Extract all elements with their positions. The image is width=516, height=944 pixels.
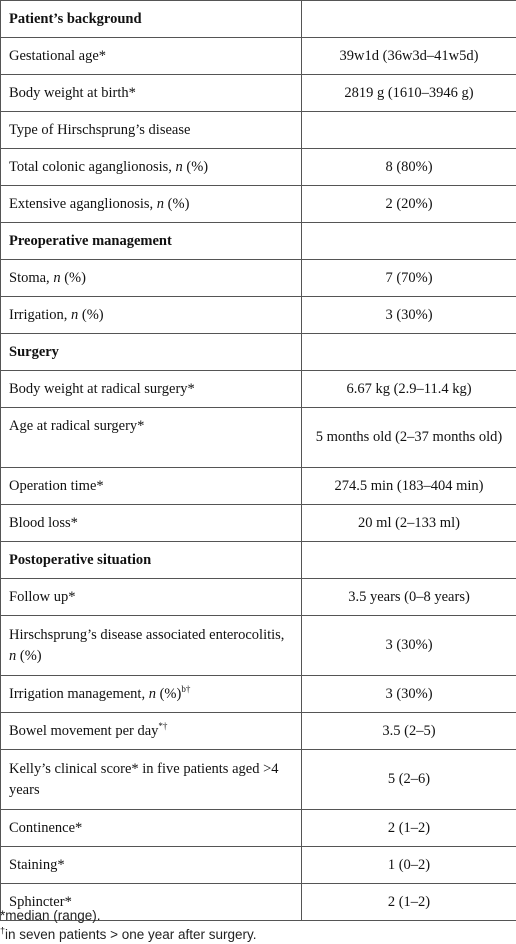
table-row: [1, 616, 516, 676]
table-row: [1, 750, 516, 810]
row-value: [302, 112, 516, 149]
table-row: [1, 297, 516, 334]
table-row: [1, 579, 516, 616]
row-value: 2 (1–2): [302, 884, 516, 921]
table-row: [1, 75, 516, 112]
row-label: Continence*: [1, 810, 302, 847]
section-heading: Patient’s background: [1, 1, 302, 38]
table-row: [1, 112, 516, 149]
table-row: [1, 713, 516, 750]
table-row: [1, 149, 516, 186]
section-header-row: [1, 1, 516, 38]
empty-cell: [302, 334, 516, 371]
table-row: [1, 847, 516, 884]
table-row: [1, 676, 516, 713]
row-value: 3 (30%): [302, 297, 516, 334]
row-value: 2 (20%): [302, 186, 516, 223]
row-value: 6.67 kg (2.9–11.4 kg): [302, 371, 516, 408]
row-label: Kelly’s clinical score* in five patients aged >4 years: [1, 750, 302, 810]
row-value: 1 (0–2): [302, 847, 516, 884]
row-label: Body weight at birth*: [1, 75, 302, 112]
row-value: 5 (2–6): [302, 750, 516, 810]
row-value: 3 (30%): [302, 616, 516, 676]
section-heading: Postoperative situation: [1, 542, 302, 579]
row-value: 8 (80%): [302, 149, 516, 186]
row-value: 2 (1–2): [302, 810, 516, 847]
row-value: 7 (70%): [302, 260, 516, 297]
empty-cell: [302, 1, 516, 38]
table-row: [1, 810, 516, 847]
section-heading: Preoperative management: [1, 223, 302, 260]
empty-cell: [302, 542, 516, 579]
empty-cell: [302, 223, 516, 260]
row-label: Irrigation management, n (%)$^{b\dagger}$: [1, 676, 302, 713]
row-label: Staining*: [1, 847, 302, 884]
row-label: Stoma, n (%): [1, 260, 302, 297]
table-row: [1, 371, 516, 408]
row-label: Sphincter*: [1, 884, 302, 921]
dagger-mark: †: [0, 926, 5, 936]
table-row: [1, 408, 516, 468]
row-label: Age at radical surgery*: [1, 408, 302, 468]
row-value: 39w1d (36w3d–41w5d): [302, 38, 516, 75]
row-value: 20 ml (2–133 ml): [302, 505, 516, 542]
row-label: Hirschsprung’s disease associated enterocolitis, n (%): [1, 616, 302, 676]
row-label: Extensive aganglionosis, n (%): [1, 186, 302, 223]
row-label: Body weight at radical surgery*: [1, 371, 302, 408]
row-label: Total colonic aganglionosis, n (%): [1, 149, 302, 186]
section-header-row: [1, 542, 516, 579]
section-header-row: [1, 223, 516, 260]
row-value: 3.5 (2–5): [302, 713, 516, 750]
superscript-mark: *†: [158, 721, 167, 731]
table-row: [1, 468, 516, 505]
table-row: [1, 186, 516, 223]
footnote-median: *median (range).: [0, 906, 516, 925]
row-label: Operation time*: [1, 468, 302, 505]
section-heading: Surgery: [1, 334, 302, 371]
table-row: [1, 260, 516, 297]
section-header-row: [1, 334, 516, 371]
table-row: [1, 505, 516, 542]
row-value: 2819 g (1610–3946 g): [302, 75, 516, 112]
row-value: 5 months old (2–37 months old): [302, 408, 516, 468]
footnotes: [0, 906, 516, 944]
row-label: Irrigation, n (%): [1, 297, 302, 334]
superscript-mark: b†: [181, 684, 190, 694]
table-row: [1, 38, 516, 75]
row-label: Type of Hirschsprung’s disease: [1, 112, 302, 149]
row-label: Blood loss*: [1, 505, 302, 542]
row-label: Follow up*: [1, 579, 302, 616]
row-label: Bowel movement per day*†: [1, 713, 302, 750]
footnote-dagger: †in seven patients > one year after surgery.: [0, 925, 516, 944]
row-label: Gestational age*: [1, 38, 302, 75]
row-value: 3.5 years (0–8 years): [302, 579, 516, 616]
row-value: 274.5 min (183–404 min): [302, 468, 516, 505]
row-value: 3 (30%): [302, 676, 516, 713]
